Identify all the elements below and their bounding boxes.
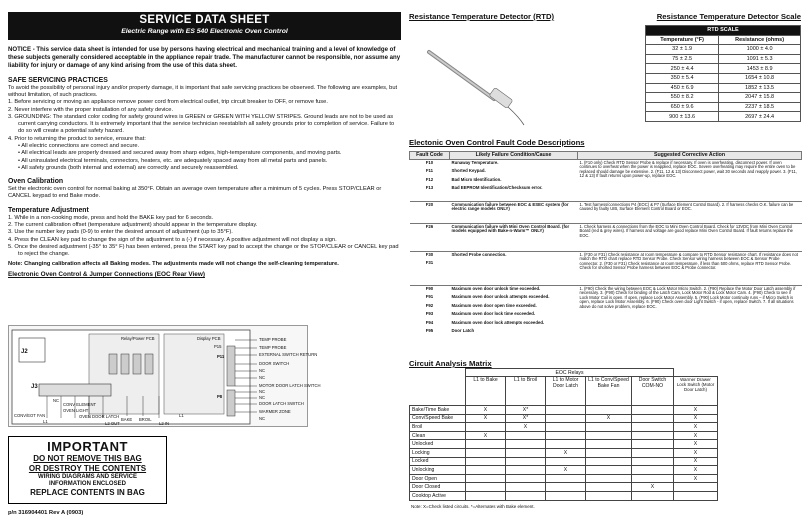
table-row xyxy=(410,491,718,500)
table-row xyxy=(410,285,802,345)
adjustment-heading: Temperature Adjustment xyxy=(8,206,89,214)
table-row xyxy=(646,83,801,93)
column-header: Fault Code xyxy=(410,152,450,160)
wire-label: CONV ELEMENT xyxy=(63,402,97,407)
matrix-cell xyxy=(506,457,546,466)
fault-codes xyxy=(410,223,450,251)
rtd-section xyxy=(409,21,801,138)
wire-label: WARMER ZONE xyxy=(259,409,291,414)
table-row xyxy=(410,423,718,432)
matrix-cell xyxy=(506,440,546,449)
wire-label: OVEN DOOR LATCH xyxy=(79,414,120,419)
fault-code: F93 xyxy=(425,311,434,316)
matrix-cell: X xyxy=(466,414,506,423)
j3-label: J3 xyxy=(31,384,38,390)
matrix-cell: X xyxy=(674,423,718,432)
table-row xyxy=(410,414,718,423)
table-row xyxy=(410,251,802,285)
row-label: Unlocked xyxy=(410,440,466,449)
fault-cause: Bad EEPROM Identification/Checksum error. xyxy=(451,185,543,190)
list-item: • All uninsulated electrical terminals, connectors, heaters, etc. are adequately spaced away from all metal parts and panels. xyxy=(18,157,328,164)
matrix-cell xyxy=(466,440,506,449)
matrix-cell: X xyxy=(674,457,718,466)
fault-causes xyxy=(450,223,578,251)
matrix-cell xyxy=(674,483,718,492)
circuit-note: Note: X=Check listed circuits. *=Alternates with Bake element. xyxy=(411,504,535,509)
fault-code: F11 xyxy=(425,168,434,173)
fault-codes xyxy=(410,201,450,223)
p11-connector xyxy=(227,346,235,386)
eoc-relays-header: EOC Relays xyxy=(466,369,674,377)
row-label: Door Closed xyxy=(410,483,466,492)
fault-cause: Runaway Temperature. xyxy=(451,159,499,165)
probe-wire xyxy=(508,107,524,125)
matrix-cell xyxy=(466,466,506,475)
matrix-cell xyxy=(632,457,674,466)
fault-codes xyxy=(410,285,450,345)
rtd-table-title: RTD SCALE xyxy=(646,26,801,36)
table-cell: 1852 ± 13.5 xyxy=(719,83,801,93)
fault-code: F20 xyxy=(425,201,434,207)
table-row xyxy=(410,474,718,483)
matrix-cell xyxy=(546,406,586,415)
row-label: Clean xyxy=(410,431,466,440)
fault-cause: Bad Micro Identification. xyxy=(451,176,502,182)
table-cell: 1091 ± 5.3 xyxy=(719,54,801,64)
relay xyxy=(121,354,129,374)
safety-sublist xyxy=(8,143,401,172)
calibration-text: Set the electronic oven control for normal baking at 350°F. Obtain an average oven temperature after a minimum of 5 cycles. Press STOP/CLEAR or CANCEL keypad to end Bake mode. xyxy=(8,186,382,200)
matrix-cell xyxy=(506,466,546,475)
matrix-cell xyxy=(506,483,546,492)
fault-cause: Maximum oven door unlock attempts exceeded. xyxy=(451,294,550,299)
safety-intro: To avoid the possibility of personal injury and/or property damage, it is important that safe servicing practices be observed. The following are examples, but without limitation, of such practices. xyxy=(8,84,398,98)
matrix-cell xyxy=(632,448,674,457)
table-row xyxy=(410,223,802,251)
fault-action: 1. (F30 or F31) Check resistance at room temperature & compare to RTD Sensor resistance chart. If resistance does not match the RTD chart replace RTD Sensor Probe. Check Sensor wiring harness between EOC & Sensor Probe connector. 2. (F30 or F31) Check resistance at room temperature, if less than 500 ohms, replace RTD Sensor Probe. Check for shorted Sensor Probe harness between EOC & Probe connector. xyxy=(578,251,802,285)
relay xyxy=(145,354,153,374)
table-cell: 900 ± 13.6 xyxy=(646,112,719,122)
calibration-note: Note: Changing calibration affects all Baking modes. The adjustments made will not change the self-cleaning temperature. xyxy=(8,260,339,267)
list-item: 3. Use the number key pads (0-9) to enter the desired amount of adjustment (up to 35°F). xyxy=(8,229,233,236)
wire-label: BAKE xyxy=(121,417,133,422)
eoc-rear-diagram xyxy=(8,325,321,427)
matrix-cell: X xyxy=(674,448,718,457)
fault-causes xyxy=(450,285,578,345)
matrix-cell: X xyxy=(674,406,718,415)
fault-code: F91 xyxy=(425,294,434,299)
fault-causes xyxy=(450,251,578,285)
table-cell: 2237 ± 18.5 xyxy=(719,102,801,112)
table-cell: 75 ± 2.5 xyxy=(646,54,719,64)
matrix-cell xyxy=(466,491,506,500)
matrix-cell xyxy=(506,431,546,440)
calibration-heading: Oven Calibration xyxy=(8,178,64,186)
matrix-cell xyxy=(586,457,632,466)
j3-connector xyxy=(39,384,111,396)
list-item: 4. Press the CLEAN key pad to change the sign of the adjustment to a (-) if necessary. A positive adjustment will not display a sign. xyxy=(8,236,337,243)
matrix-cell: X* xyxy=(506,406,546,415)
matrix-cell: X* xyxy=(506,414,546,423)
circuit-analysis-matrix xyxy=(409,368,718,501)
safety-list xyxy=(8,99,401,143)
matrix-cell xyxy=(632,406,674,415)
wire-label: NC xyxy=(53,398,60,403)
relay xyxy=(109,354,117,374)
rtd-title: Resistance Temperature Detector (RTD) xyxy=(409,12,555,21)
fault-action: 1. Test harness/connections P4 (EOC) & P7 (Surface Element Control Board). 2. If harness checks O.K. failure can be caused by faulty UIB, Surface Element Control Board or EOC. xyxy=(578,201,802,223)
fault-cause: Shorted Keypad. xyxy=(451,168,486,173)
wire-label: OVEN LIGHT xyxy=(63,408,89,413)
matrix-cell xyxy=(546,457,586,466)
table-cell: 250 ± 4.4 xyxy=(646,64,719,74)
j2-label: J2 xyxy=(21,349,28,355)
matrix-cell xyxy=(546,414,586,423)
wire-label: NC xyxy=(259,368,266,373)
blank-cell xyxy=(410,369,466,377)
table-row xyxy=(410,440,718,449)
fault-code: F12 xyxy=(425,176,434,182)
matrix-cell: X xyxy=(586,414,632,423)
matrix-cell xyxy=(506,474,546,483)
matrix-cell xyxy=(586,466,632,475)
table-row xyxy=(646,54,801,64)
fault-cause: Communication failure between EOC & ESEC system (for electric range models ONLY) xyxy=(451,201,569,211)
fault-code: F31 xyxy=(425,260,434,265)
circuit-matrix-title: Circuit Analysis Matrix xyxy=(409,359,492,368)
matrix-cell xyxy=(466,483,506,492)
p15-label: P15 xyxy=(214,344,222,349)
matrix-cell xyxy=(546,431,586,440)
matrix-cell: X xyxy=(674,414,718,423)
matrix-cell xyxy=(632,440,674,449)
matrix-cell: X xyxy=(506,423,546,432)
wire-label: NC xyxy=(259,389,266,394)
fault-code: F26 xyxy=(425,223,434,229)
table-cell: 1453 ± 8.9 xyxy=(719,64,801,74)
p11-label: P11 xyxy=(217,354,225,359)
matrix-cell: X xyxy=(674,431,718,440)
p8-label: P8 xyxy=(217,394,223,399)
fault-code: F10 xyxy=(425,159,434,165)
rtd-scale-title: Resistance Temperature Detector Scale xyxy=(656,12,801,21)
list-item: 5. Once the desired adjustment (-35° to 35° F) has been entered, press the START key pad to accept the change or the STOP/CLEAR or CANCEL key pad to reject the change. xyxy=(8,243,399,258)
important-title: IMPORTANT xyxy=(47,439,128,454)
fault-action: 1. (F90) Check the wiring between EOC & Lock Motor Micro Switch. 2. (F90) Replace the Motor Door Latch assembly if necessary. 3. (F90) Check for binding of the Latch Cam, Lock Motor Rod & Lock Motor Cam. 4. (F90) Check to see if Lock Motor Coil is open. If open, replace Lock Motor Assembly. 5. (F90) Lock Motor continuity runs – if Micro Switch is open, replace Lock Motor Assembly. 6. (F90) Check oven door Light Switch - if open, replace Switch. 7. If all situations above do not solve problem, replace EOC. xyxy=(578,285,802,345)
matrix-cell xyxy=(632,466,674,475)
table-cell: 650 ± 9.6 xyxy=(646,102,719,112)
matrix-cell xyxy=(466,423,506,432)
matrix-cell xyxy=(546,483,586,492)
column-header: Temperature (°F) xyxy=(646,35,719,45)
matrix-cell xyxy=(586,483,632,492)
wire-label: BROIL xyxy=(139,417,152,422)
matrix-cell: X xyxy=(674,466,718,475)
matrix-cell xyxy=(466,474,506,483)
matrix-cell: X xyxy=(674,440,718,449)
column-header: Warmer Drawer Lock Switch (Motor Door Latch) xyxy=(674,377,718,406)
wire-label: MOTOR DOOR LATCH SWITCH xyxy=(259,383,321,388)
part-number: p/n 316904401 Rev A (0903) xyxy=(8,510,84,516)
table-row xyxy=(410,406,718,415)
list-item: • All electrical leads are properly dressed and secured away from sharp edges, high-temperature components, and moving parts. xyxy=(18,150,342,157)
wire-label: EXTERNAL SWITCH RETURN xyxy=(259,352,318,357)
fault-code: F13 xyxy=(425,185,434,190)
fault-causes xyxy=(450,159,578,201)
right-column xyxy=(409,12,801,345)
table-row xyxy=(410,159,802,201)
matrix-cell: X xyxy=(632,483,674,492)
matrix-cell xyxy=(586,448,632,457)
matrix-cell xyxy=(632,474,674,483)
p8-connector xyxy=(227,390,235,416)
important-line: INFORMATION ENCLOSED xyxy=(49,481,126,487)
matrix-cell xyxy=(506,448,546,457)
table-cell: 550 ± 8.2 xyxy=(646,93,719,103)
matrix-cell xyxy=(546,491,586,500)
wire-label: L1 xyxy=(179,413,184,418)
rtd-headings xyxy=(409,12,801,21)
matrix-cell xyxy=(586,431,632,440)
fault-code: F90 xyxy=(425,285,434,291)
wire-label: TEMP PROBE xyxy=(259,337,287,342)
column-header: Suggested Corrective Action xyxy=(578,152,802,160)
wire-label: L1 xyxy=(43,419,48,424)
table-row xyxy=(410,457,718,466)
column-header: L1 to Broil xyxy=(506,377,546,406)
wire-label: NC xyxy=(259,395,266,400)
matrix-cell xyxy=(546,423,586,432)
table-cell: 32 ± 1.9 xyxy=(646,45,719,55)
matrix-cell xyxy=(466,457,506,466)
left-column xyxy=(8,12,401,278)
list-item: • All electric connections are correct and secure. xyxy=(18,142,140,149)
table-cell: 2047 ± 15.8 xyxy=(719,93,801,103)
table-row xyxy=(410,448,718,457)
table-row xyxy=(646,102,801,112)
matrix-cell xyxy=(632,423,674,432)
matrix-cell xyxy=(546,474,586,483)
row-label: Locked xyxy=(410,457,466,466)
relay-pcb-label: Relay/Power PCB xyxy=(121,336,155,341)
matrix-cell xyxy=(466,448,506,457)
matrix-cell xyxy=(632,431,674,440)
safety-heading: SAFE SERVICING PRACTICES xyxy=(8,76,108,84)
fault-action: 1. Check harness & connections from the EOC to Mini Oven Control Board. Check for 13VDC from Mini Oven Control Board (red & grey wires). If harness and voltage are good replace Mini Oven Control Board. If fault returns replace the EOC. xyxy=(578,223,802,251)
matrix-cell xyxy=(632,491,674,500)
fault-code-table xyxy=(409,151,802,345)
page-title: SERVICE DATA SHEET xyxy=(139,14,270,26)
eoc-diagram-svg xyxy=(9,326,321,428)
matrix-cell xyxy=(586,491,632,500)
matrix-cell xyxy=(586,440,632,449)
table-row xyxy=(410,431,718,440)
column-header: L1 to Bake xyxy=(466,377,506,406)
fault-action: 1. (F10 only) Check RTD Sensor Probe & replace if necessary. If oven is overheating, disconnect power. If oven continues to overheat when the power is reapplied, replace EOC. Severe overheating may require the entire oven to be replaced should damage be extensive. 2. (F11, 12 & 13) Disconnect power, wait 30 seconds and reapply power. 3. (F11, 12 & 13) If fault returns upon power-up, replace EOC. xyxy=(578,159,802,201)
important-line: WIRING DIAGRAMS AND SERVICE xyxy=(37,474,137,480)
probe-connector xyxy=(489,87,513,108)
row-label: Conv/Speed Bake xyxy=(410,414,466,423)
fault-cause: Shorted Probe connection. xyxy=(451,251,507,257)
row-label: Locking xyxy=(410,448,466,457)
fault-code: F95 xyxy=(425,328,434,333)
rtd-probe-image xyxy=(424,27,529,127)
table-row xyxy=(410,483,718,492)
list-item: 2. The current calibration offset (temperature adjustment) should appear in the temperature display. xyxy=(8,222,258,229)
relay xyxy=(133,354,141,374)
list-item: 3. GROUNDING: The standard color coding for safety ground wires is GREEN or GREEN WITH YELLOW STRIPES. Ground leads are not to be used as current carrying conductors. It is extremely important that the service technician reestablish all safety grounds prior to completion of service. Failure to do so will create a potential safety hazard. xyxy=(8,113,395,135)
fault-code: F92 xyxy=(425,302,434,308)
row-label: Cooktop Active xyxy=(410,491,466,500)
row-label: Broil xyxy=(410,423,466,432)
table-cell: 350 ± 5.4 xyxy=(646,73,719,83)
matrix-cell xyxy=(674,491,718,500)
rtd-scale-table xyxy=(645,25,801,122)
notice-text: NOTICE - This service data sheet is intended for use by persons having electrical and mechanical training and a level of knowledge of these subjects generally considered acceptable in the appliance repair trade. The manufacturer cannot be responsible, nor assume any liability for injury or damage of any kind arising from the use of this data sheet. xyxy=(8,46,401,70)
row-label: Door Open xyxy=(410,474,466,483)
matrix-cell: X xyxy=(466,431,506,440)
table-cell: 1000 ± 4.0 xyxy=(719,45,801,55)
list-item: 2. Never interfere with the proper installation of any safety device. xyxy=(8,106,174,113)
diagram-title: Electronic Oven Control & Jumper Connections (EOC Rear View) xyxy=(8,270,205,278)
matrix-cell xyxy=(506,491,546,500)
table-cell: 450 ± 6.9 xyxy=(646,83,719,93)
probe-rod-highlight xyxy=(429,52,494,99)
page-subtitle: Electric Range with ES 540 Electronic Oven Control xyxy=(121,28,288,35)
list-item: 1. While in a non-cooking mode, press and hold the BAKE key pad for 6 seconds. xyxy=(8,214,214,221)
list-item: 4. Prior to returning the product to service, ensure that: xyxy=(8,135,146,142)
fault-code: F30 xyxy=(425,251,434,257)
wire-label: TEMP PROBE xyxy=(259,345,287,350)
fault-codes xyxy=(410,251,450,285)
table-row xyxy=(410,466,718,475)
display-pcb-label: Display PCB xyxy=(197,336,221,341)
column-header: Resistance (ohms) xyxy=(719,35,801,45)
column-header: L1 to Conv/Speed Bake Fan xyxy=(586,377,632,406)
table-row xyxy=(410,201,802,223)
fault-cause: Door Latch xyxy=(451,328,475,333)
wire-label: NC xyxy=(259,416,266,421)
matrix-cell: X xyxy=(546,466,586,475)
wire-label: L2 IN xyxy=(159,421,170,426)
column-header: L1 to Motor Door Latch xyxy=(546,377,586,406)
important-line: OR DESTROY THE CONTENTS xyxy=(28,464,147,473)
wire-label: NC xyxy=(259,375,266,380)
important-line: REPLACE CONTENTS IN BAG xyxy=(30,488,145,497)
blank-cell xyxy=(410,377,466,406)
matrix-cell: X xyxy=(466,406,506,415)
title-banner xyxy=(8,12,401,40)
fault-cause: Maximum oven door unlock time exceeded. xyxy=(451,285,541,291)
table-row xyxy=(646,73,801,83)
list-item: • All safety grounds (both internal and external) are correctly and securely reassembled. xyxy=(18,164,239,171)
matrix-cell: X xyxy=(546,448,586,457)
table-row xyxy=(646,112,801,122)
table-cell: 1654 ± 10.8 xyxy=(719,73,801,83)
table-row xyxy=(646,64,801,74)
table-row xyxy=(646,45,801,55)
matrix-cell: X xyxy=(674,474,718,483)
fault-cause: Maximum oven door lock time exceeded. xyxy=(451,311,536,316)
important-notice xyxy=(8,436,167,504)
matrix-cell xyxy=(586,406,632,415)
matrix-cell xyxy=(632,414,674,423)
table-row xyxy=(646,93,801,103)
wire-label: DOOR LATCH SWITCH xyxy=(259,401,304,406)
list-item: 1. Before servicing or moving an appliance remove power cord from electrical outlet, trip circuit breaker to OFF, or remove fuse. xyxy=(8,99,328,106)
column-header: Door Switch COM-NO xyxy=(632,377,674,406)
wire-label: CONV/EOT FAN xyxy=(14,413,46,418)
fault-code-title: Electonic Oven Control Fault Code Descriptions xyxy=(409,138,585,147)
wire-label: DOOR SWITCH xyxy=(259,361,290,366)
fault-causes xyxy=(450,201,578,223)
matrix-cell xyxy=(586,423,632,432)
wire-label: L2 OUT xyxy=(105,421,120,426)
blank-cell xyxy=(674,369,718,377)
important-line: DO NOT REMOVE THIS BAG xyxy=(33,454,142,463)
row-label: Bake/Time Bake xyxy=(410,406,466,415)
matrix-cell xyxy=(546,440,586,449)
fault-cause: Communication failure with Mini Oven Control Board. (for models equipped with Bake-n-Warm™ ONLY) xyxy=(451,223,570,233)
fault-cause: Maximum oven door lock attempts exceeded. xyxy=(451,319,545,325)
adjustment-steps xyxy=(8,215,401,259)
fault-cause: Maximum oven door open time exceeded. xyxy=(451,302,537,308)
fault-codes xyxy=(410,159,450,201)
matrix-cell xyxy=(586,474,632,483)
fault-code: F94 xyxy=(425,319,434,325)
row-label: Unlocking xyxy=(410,466,466,475)
table-cell: 2697 ± 24.4 xyxy=(719,112,801,122)
column-header: Likely Failure Condition/Cause xyxy=(450,152,578,160)
